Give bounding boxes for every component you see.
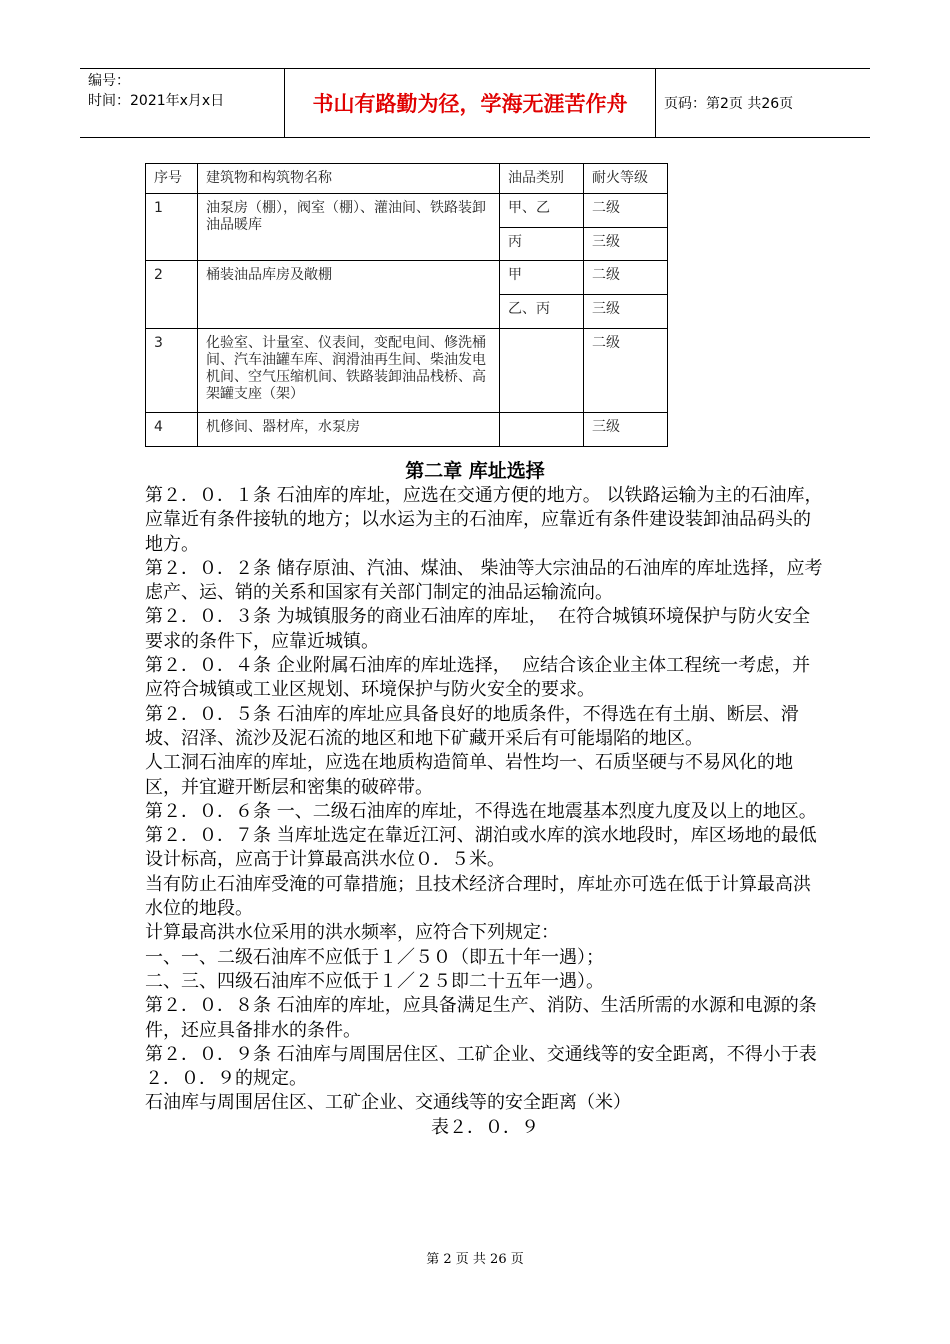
paragraph: 第２．０．３条 为城镇服务的商业石油库的库址， 在符合城镇环境保护与防火安全要求的条件下，应靠近城镇。 [145,606,811,652]
row-category [500,329,584,413]
fire-rating-table [145,163,668,447]
page-footer: 第 2 页 共 26 页 [426,1252,524,1267]
number-label: 编号： [88,73,130,89]
row-rating: 二级 [584,261,668,295]
row-name: 机修间、器材库，水泵房 [198,413,500,447]
table-row [146,413,668,447]
row-rating: 三级 [584,228,668,261]
table-row [146,194,668,228]
paragraph: 第２．０．１条 石油库的库址，应选在交通方便的地方。 以铁路运输为主的石油库，应靠近有条件接轨的地方；以水运为主的石油库，应靠近有条件建设装卸油品码头的地方。 [145,485,823,555]
chapter-title: 第二章 库址选择 [405,460,545,482]
body-text [145,484,825,1140]
col-header-rating: 耐火等级 [584,164,668,194]
row-category: 丙 [500,228,584,261]
paragraph: 一、一、二级石油库不应低于１／５０（即五十年一遇）； [145,946,604,968]
header-meta [80,69,285,137]
table-row [146,329,668,413]
row-name: 桶装油品库房及敞棚 [198,261,500,329]
table-row [146,261,668,295]
row-no: 1 [146,194,198,261]
row-category: 乙、丙 [500,295,584,329]
row-category [500,413,584,447]
paragraph: 石油库与周围居住区、工矿企业、交通线等的安全距离（米） [145,1092,631,1114]
paragraph: 第２．０．６条 一、二级石油库的库址，不得选在地震基本烈度九度及以上的地区。 [145,800,817,822]
header-page-label: 页码：第2页 共26页 [664,96,794,112]
row-no: 3 [146,329,198,413]
row-rating: 三级 [584,295,668,329]
page-header [80,68,870,138]
paragraph: 当有防止石油库受淹的可靠措施；且技术经济合理时，库址亦可选在低于计算最高洪水位的地段。 [145,873,811,920]
col-header-no: 序号 [146,164,198,194]
row-category: 甲 [500,261,584,295]
date-label: 时间：2021年x月x日 [88,93,225,109]
paragraph: 第２．０．９条 石油库与周围居住区、工矿企业、交通线等的安全距离，不得小于表２．０．９的规定。 [145,1043,817,1090]
header-motto: 书山有路勤为径，学海无涯苦作舟 [285,69,656,137]
row-rating: 二级 [584,329,668,413]
row-category: 甲、乙 [500,194,584,228]
paragraph: 第２．０．８条 石油库的库址，应具备满足生产、消防、生活所需的水源和电源的条件，还应具备排水的条件。 [145,995,817,1041]
paragraph: 第２．０．７条 当库址选定在靠近江河、湖泊或水库的滨水地段时，库区场地的最低设计标高，应高于计算最高洪水位０．５米。 [145,825,817,871]
paragraph: 第２．０．４条 企业附属石油库的库址选择， 应结合该企业主体工程统一考虑，并应符合城镇或工业区规划、环境保护与防火安全的要求。 [145,655,811,701]
row-name: 化验室、计量室、仪表间，变配电间、修洗桶间、汽车油罐车库、润滑油再生间、柴油发电机间、空气压缩机间、铁路装卸油品栈桥、高架罐支座（架） [198,329,500,413]
paragraph: 人工洞石油库的库址，应选在地质构造简单、岩性均一、石质坚硬与不易风化的地区，并宜避开断层和密集的破碎带。 [145,752,793,798]
paragraph: 计算最高洪水位采用的洪水频率，应符合下列规定： [145,922,559,944]
row-rating: 二级 [584,194,668,228]
row-rating: 三级 [584,413,668,447]
paragraph: 第２．０．２条 储存原油、汽油、煤油、 柴油等大宗油品的石油库的库址选择，应考虑产、运、销的关系和国家有关部门制定的油品运输流向。 [145,557,823,604]
paragraph: 第２．０．５条 石油库的库址应具备良好的地质条件，不得选在有土崩、断层、滑坡、沼泽、流沙及泥石流的地区和地下矿藏开采后有可能塌陷的地区。 [145,703,799,749]
col-header-name: 建筑物和构筑物名称 [198,164,500,194]
row-no: 4 [146,413,198,447]
row-name: 油泵房（棚），阀室（棚）、灌油间、铁路装卸油品暖库 [198,194,500,261]
col-header-category: 油品类别 [500,164,584,194]
table-header-row [146,164,668,194]
row-no: 2 [146,261,198,329]
paragraph: 二、三、四级石油库不应低于１／２５即二十五年一遇）。 [145,970,604,992]
table-label: 表２．０．９ [431,1116,539,1138]
